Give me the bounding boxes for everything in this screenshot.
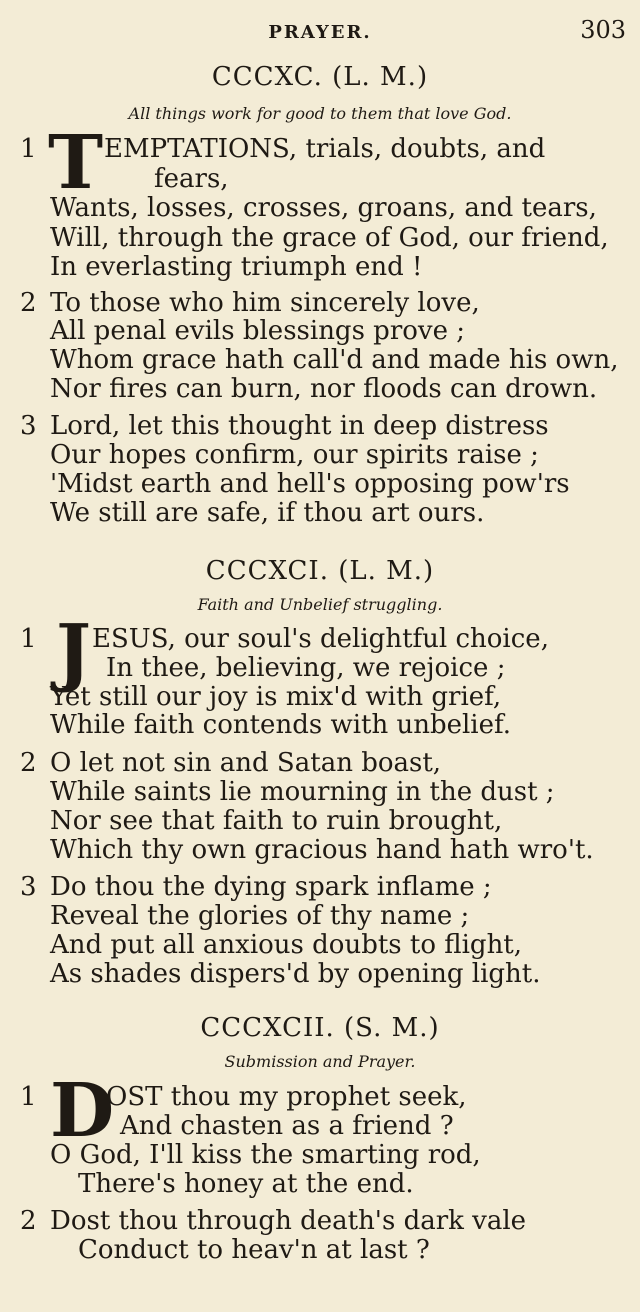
verse-line: O let not sin and Satan boast, xyxy=(50,748,442,778)
drop-cap: T xyxy=(48,120,104,206)
verse-number: 2 xyxy=(20,288,37,318)
verse-line: ESUS, our soul's delightful choice, xyxy=(92,624,549,654)
verse-number: 3 xyxy=(20,411,37,441)
verse-number: 2 xyxy=(20,1206,37,1236)
hymn-title: CCCXCII. (S. M.) xyxy=(200,1013,440,1043)
verse-line: Whom grace hath call'd and made his own, xyxy=(50,345,619,375)
verse-number: 2 xyxy=(20,748,37,778)
hymn-title: CCCXCI. (L. M.) xyxy=(205,556,435,586)
verse-line: And put all anxious doubts to flight, xyxy=(50,930,523,960)
verse-number: 1 xyxy=(20,134,37,164)
verse-line: Nor fires can burn, nor floods can drown. xyxy=(50,374,598,404)
verse-line: In thee, believing, we rejoice ; xyxy=(106,653,506,683)
running-head: PRAYER. xyxy=(268,22,372,43)
verse-line: EMPTATIONS, trials, doubts, and xyxy=(104,134,546,164)
drop-cap: J xyxy=(56,609,92,695)
page-number: 303 xyxy=(580,16,626,44)
verse-line: All penal evils blessings prove ; xyxy=(50,316,466,346)
verse-line: Yet still our joy is mix'd with grief, xyxy=(50,682,502,712)
verse-line: While saints lie mourning in the dust ; xyxy=(50,777,555,807)
drop-cap: D xyxy=(50,1068,115,1154)
verse-line: OST thou my prophet seek, xyxy=(106,1082,467,1112)
hymn-subtitle: Faith and Unbelief struggling. xyxy=(197,595,443,614)
hymn-subtitle: All things work for good to them that love God. xyxy=(128,104,512,123)
verse-line: We still are safe, if thou art ours. xyxy=(50,498,485,528)
verse-number: 3 xyxy=(20,872,37,902)
verse-line: There's honey at the end. xyxy=(78,1169,414,1199)
verse-line: fears, xyxy=(154,164,229,194)
verse-line: Do thou the dying spark inflame ; xyxy=(50,872,492,902)
verse-line: Nor see that faith to ruin brought, xyxy=(50,806,503,836)
hymn-title: CCCXC. (L. M.) xyxy=(211,62,429,92)
verse-line: To those who him sincerely love, xyxy=(50,288,480,318)
verse-line: Lord, let this thought in deep distress xyxy=(50,411,549,441)
verse-line: O God, I'll kiss the smarting rod, xyxy=(50,1140,481,1170)
verse-line: Wants, losses, crosses, groans, and tears, xyxy=(50,193,597,223)
verse-line: Conduct to heav'n at last ? xyxy=(78,1235,430,1265)
verse-line: Which thy own gracious hand hath wro't. xyxy=(50,835,594,865)
verse-line: Dost thou through death's dark vale xyxy=(50,1206,527,1236)
verse-line: And chasten as a friend ? xyxy=(120,1111,454,1141)
verse-line: While faith contends with unbelief. xyxy=(50,710,511,740)
verse-line: In everlasting triumph end ! xyxy=(50,252,423,282)
verse-number: 1 xyxy=(20,1082,37,1112)
hymn-subtitle: Submission and Prayer. xyxy=(224,1052,416,1071)
verse-line: 'Midst earth and hell's opposing pow'rs xyxy=(50,469,570,499)
verse-line: As shades dispers'd by opening light. xyxy=(50,959,541,989)
verse-line: Will, through the grace of God, our friend, xyxy=(50,223,609,253)
verse-line: Reveal the glories of thy name ; xyxy=(50,901,470,931)
verse-line: Our hopes confirm, our spirits raise ; xyxy=(50,440,539,470)
verse-number: 1 xyxy=(20,624,37,654)
